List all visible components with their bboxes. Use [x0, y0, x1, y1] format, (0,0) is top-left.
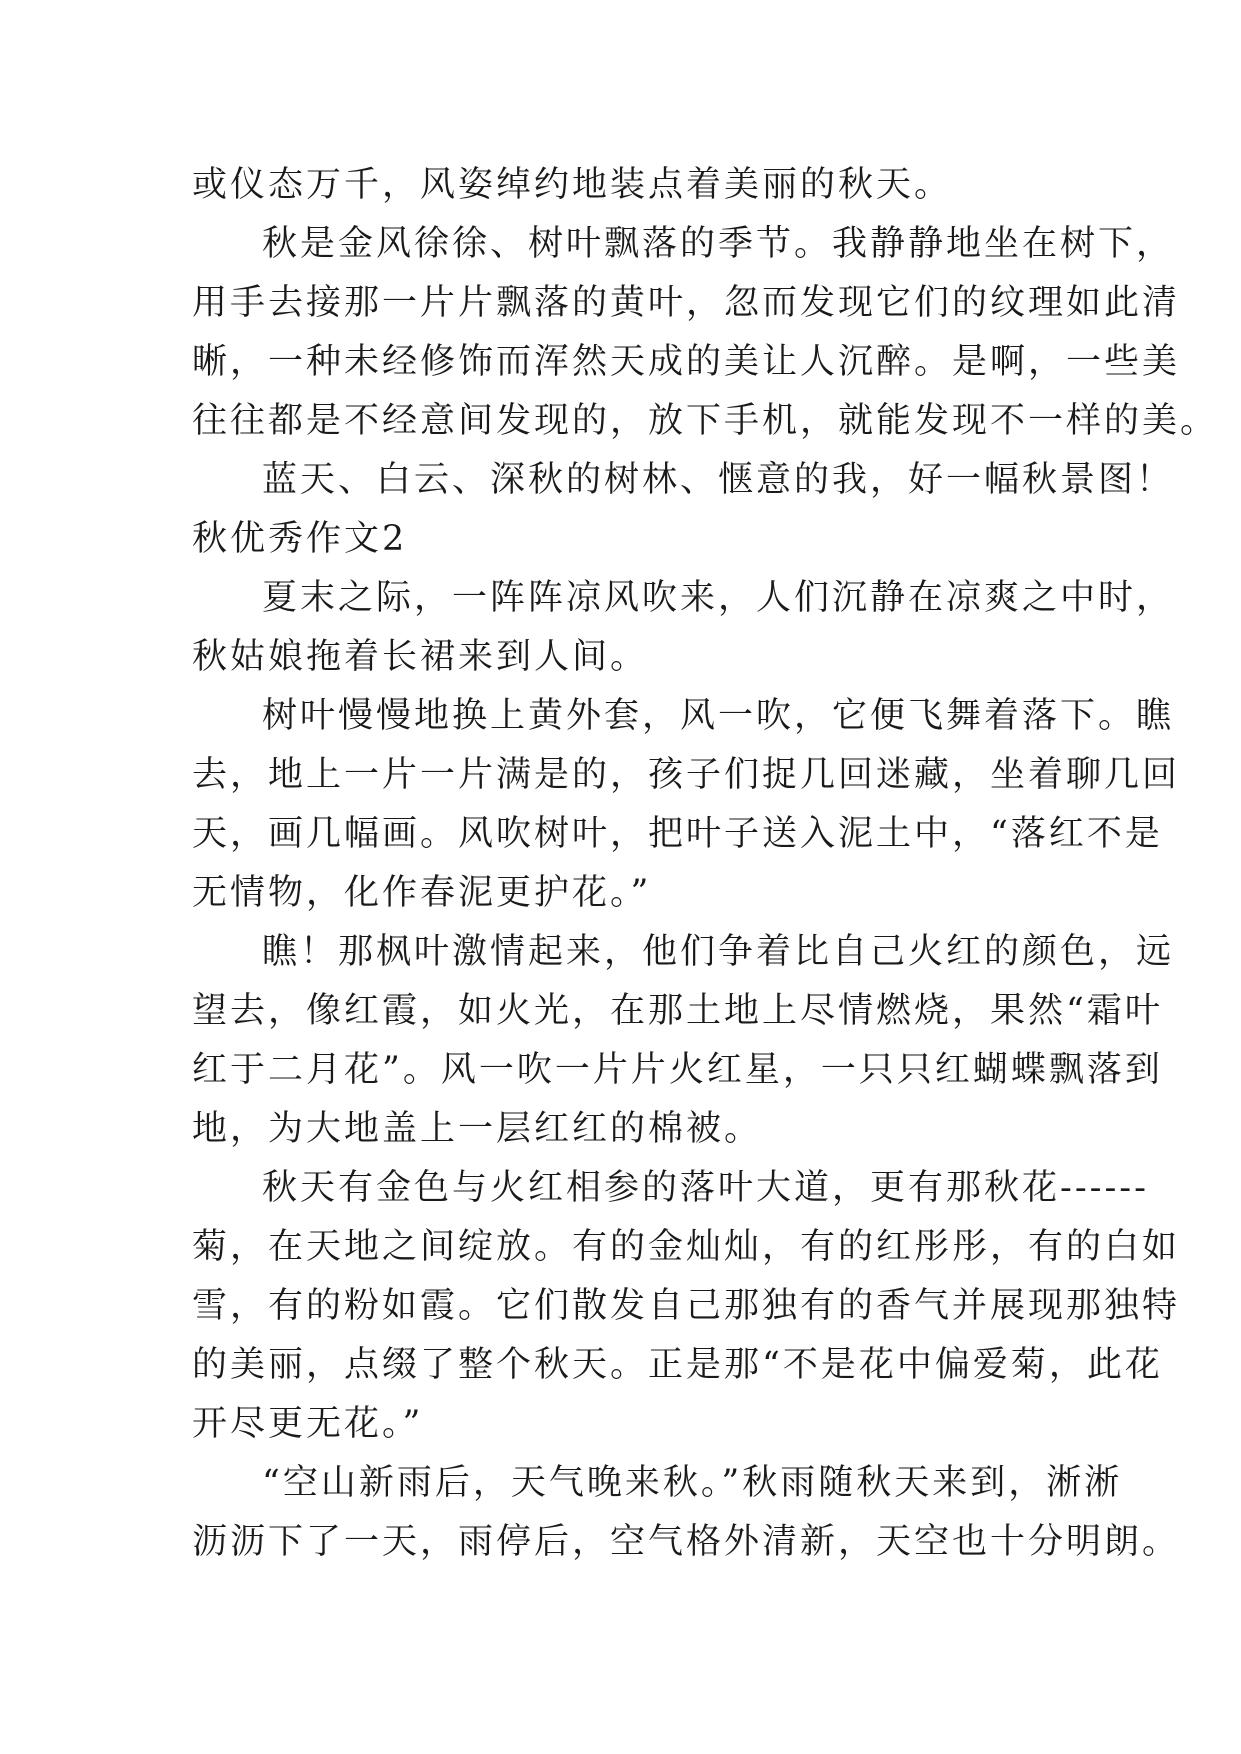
paragraph-line: 开尽更无花。” — [192, 1404, 424, 1444]
paragraph-line: 沥沥下了一天，雨停后，空气格外清新，天空也十分明朗。 — [192, 1522, 1181, 1562]
paragraph-line: 天，画几幅画。风吹树叶，把叶子送入泥土中，“落红不是 — [192, 814, 1163, 854]
paragraph-line: 菊，在天地之间绽放。有的金灿灿，有的红彤彤，有的白如 — [192, 1227, 1181, 1267]
paragraph-line: 秋是金风徐徐、树叶飘落的季节。我静静地坐在树下， — [262, 224, 1175, 264]
paragraph-line: 地，为大地盖上一层红红的棉被。 — [192, 1109, 763, 1149]
paragraph-line: 用手去接那一片片飘落的黄叶，忽而发现它们的纹理如此清 — [192, 283, 1181, 323]
paragraph-line: 往往都是不经意间发现的，放下手机，就能发现不一样的美。 — [192, 401, 1219, 441]
paragraph-line: 雪，有的粉如霞。它们散发自己那独有的香气并展现那独特 — [192, 1286, 1181, 1326]
paragraph-line: 望去，像红霞，如火光，在那土地上尽情燃烧，果然“霜叶 — [192, 991, 1163, 1031]
paragraph-line: 瞧！那枫叶激情起来，他们争着比自己火红的颜色，远 — [262, 932, 1175, 972]
section-heading: 秋优秀作文2 — [192, 519, 408, 559]
paragraph-line: “空山新雨后，天气晚来秋。”秋雨随秋天来到，淅淅 — [262, 1463, 1123, 1503]
paragraph-line: 夏末之际，一阵阵凉风吹来，人们沉静在凉爽之中时， — [262, 578, 1175, 618]
document-body — [192, 156, 1219, 1572]
paragraph-line: 红于二月花”。风一吹一片片火红星，一只只红蝴蝶飘落到 — [192, 1050, 1163, 1090]
paragraph-line: 蓝天、白云、深秋的树林、惬意的我，好一幅秋景图！ — [262, 460, 1175, 500]
paragraph-line: 去，地上一片一片满是的，孩子们捉几回迷藏，坐着聊几回 — [192, 755, 1181, 795]
paragraph-line: 秋姑娘拖着长裙来到人间。 — [192, 637, 649, 677]
paragraph-line: 无情物，化作春泥更护花。” — [192, 873, 652, 913]
paragraph-line: 树叶慢慢地换上黄外套，风一吹，它便飞舞着落下。瞧 — [262, 696, 1175, 736]
paragraph-line: 的美丽，点缀了整个秋天。正是那“不是花中偏爱菊，此花 — [192, 1345, 1163, 1385]
paragraph-line: 秋天有金色与火红相参的落叶大道，更有那秋花------ — [262, 1168, 1149, 1208]
paragraph-line: 晰，一种未经修饰而浑然天成的美让人沉醉。是啊，一些美 — [192, 342, 1181, 382]
paragraph-line: 或仪态万千，风姿绰约地装点着美丽的秋天。 — [192, 165, 953, 205]
